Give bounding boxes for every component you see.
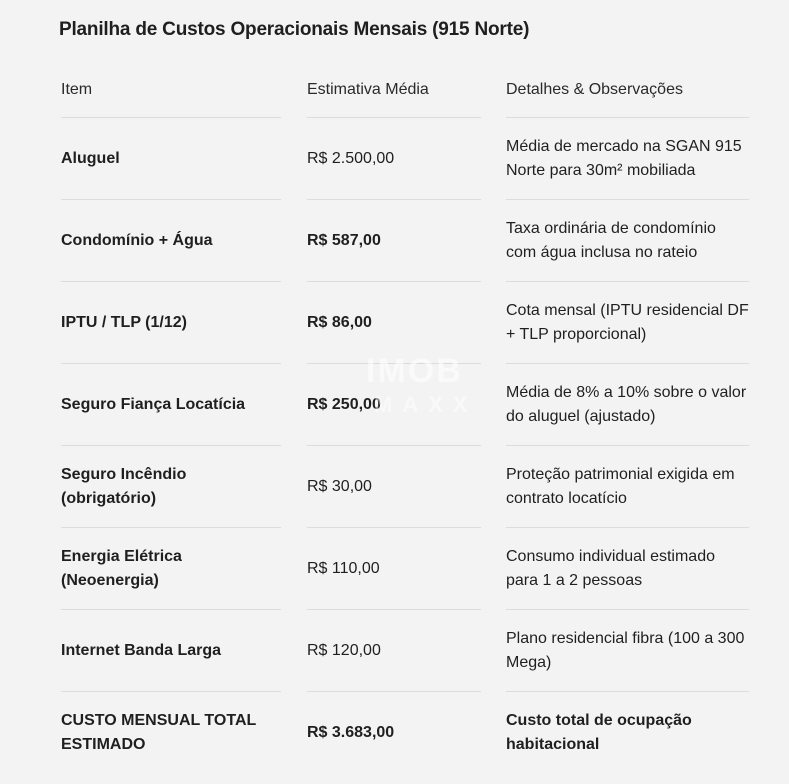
table-row [61,446,749,528]
table-row [61,118,749,200]
table-header-row [61,62,749,118]
row-estimate: R$ 587,00 [307,232,381,249]
row-estimate: R$ 120,00 [307,642,381,659]
total-label: CUSTO MENSUAL TOTAL ESTIMADO [61,712,256,753]
row-details: Plano residencial fibra (100 a 300 Mega) [506,630,745,671]
row-estimate: R$ 86,00 [307,314,372,331]
header-details: Detalhes & Observações [506,81,683,98]
table-row [61,610,749,692]
row-item: Seguro Fiança Locatícia [61,396,246,413]
table-row [61,364,749,446]
table-total-row [61,692,749,774]
table-row [61,528,749,610]
row-details: Taxa ordinária de condomínio com água inclusa no rateio [506,220,716,261]
row-item: Seguro Incêndio (obrigatório) [61,466,187,507]
row-item: Aluguel [61,150,120,167]
table-row [61,200,749,282]
table-row [61,282,749,364]
row-item: Internet Banda Larga [61,642,222,659]
row-item: Condomínio + Água [61,232,213,249]
watermark-top: IMOB [366,352,463,390]
row-details: Cota mensal (IPTU residencial DF + TLP proporcional) [506,302,749,343]
row-details: Média de mercado na SGAN 915 Norte para 30m² mobiliada [506,138,742,179]
page-title: Planilha de Custos Operacionais Mensais (915 Norte) [59,19,530,40]
total-estimate: R$ 3.683,00 [307,724,395,741]
row-details: Média de 8% a 10% sobre o valor do aluguel (ajustado) [506,384,747,425]
row-estimate: R$ 2.500,00 [307,150,395,167]
row-item: Energia Elétrica (Neoenergia) [61,548,182,589]
cost-table [61,62,749,774]
total-details: Custo total de ocupação habitacional [506,712,692,753]
header-item: Item [61,81,93,98]
row-estimate: R$ 110,00 [307,560,380,577]
header-estimate: Estimativa Média [307,81,429,98]
row-details: Consumo individual estimado para 1 a 2 pessoas [506,548,715,589]
row-estimate: R$ 250,00 [307,396,381,413]
watermark-bottom: MAXX [374,392,478,417]
row-item: IPTU / TLP (1/12) [61,314,187,331]
row-estimate: R$ 30,00 [307,478,372,495]
row-details: Proteção patrimonial exigida em contrato locatício [506,466,735,507]
